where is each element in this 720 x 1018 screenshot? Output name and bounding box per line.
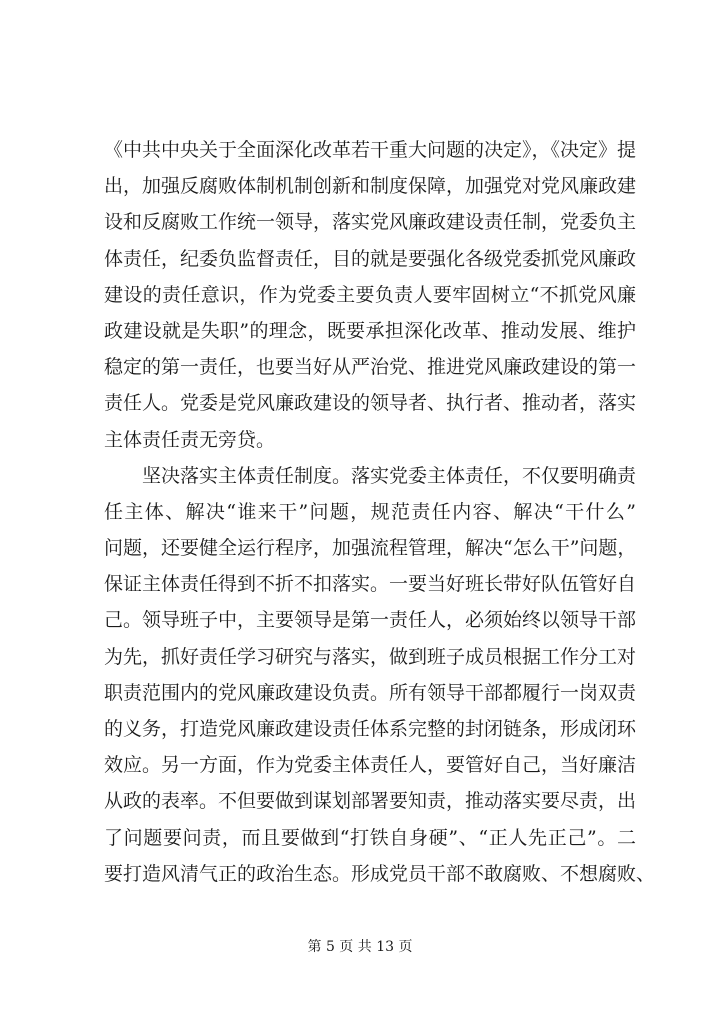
text-line: 问题，还要健全运行程序，加强流程管理，解决“怎么干”问题， bbox=[104, 537, 637, 560]
text-line: 任主体、解决“谁来干”问题，规范责任内容、解决“干什么” bbox=[104, 500, 636, 523]
text-line: 主体责任责无旁贷。 bbox=[104, 428, 276, 451]
text-line: 了问题要问责，而且要做到“打铁自身硬”、“正人先正己”。二 bbox=[104, 826, 636, 849]
document-body bbox=[104, 132, 656, 892]
paragraph-1 bbox=[104, 132, 636, 458]
page-number-footer: 第 5 页 共 13 页 bbox=[307, 939, 413, 955]
text-line: 从政的表率。不但要做到谋划部署要知责，推动落实要尽责，出 bbox=[104, 790, 637, 813]
text-line: 出，加强反腐败体制机制创新和制度保障，加强党对党风廉政建 bbox=[104, 175, 637, 198]
text-line: 保证主体责任得到不折不扣落实。一要当好班长带好队伍管好自 bbox=[104, 573, 637, 596]
text-line: 要打造风清气正的政治生态。形成党员干部不敢腐败、不想腐败、 bbox=[104, 862, 656, 885]
text-line: 己。领导班子中，主要领导是第一责任人，必须始终以领导干部 bbox=[104, 609, 637, 632]
paragraph-2 bbox=[104, 458, 656, 892]
text-line: 为先，抓好责任学习研究与落实，做到班子成员根据工作分工对 bbox=[104, 645, 637, 668]
text-line: 体责任，纪委负监督责任，目的就是要强化各级党委抓党风廉政 bbox=[104, 247, 637, 270]
text-line: 的义务，打造党风廉政建设责任体系完整的封闭链条，形成闭环 bbox=[104, 718, 637, 740]
text-line: 《中共中央关于全面深化改革若干重大问题的决定》，《决定》提 bbox=[104, 139, 637, 161]
text-line: 效应。另一方面，作为党委主体责任人，要管好自己，当好廉洁 bbox=[104, 754, 637, 777]
text-line: 职责范围内的党风廉政建设负责。所有领导干部都履行一岗双责 bbox=[104, 681, 637, 704]
text-line: 设和反腐败工作统一领导，落实党风廉政建设责任制，党委负主 bbox=[104, 211, 637, 234]
text-line: 政建设就是失职”的理念，既要承担深化改革、推动发展、维护 bbox=[104, 319, 636, 342]
text-line: 责任人。党委是党风廉政建设的领导者、执行者、推动者，落实 bbox=[104, 392, 637, 415]
text-line: 坚决落实主体责任制度。落实党委主体责任，不仅要明确责 bbox=[104, 464, 637, 487]
text-line: 建设的责任意识，作为党委主要负责人要牢固树立“不抓党风廉 bbox=[104, 283, 636, 306]
text-line: 稳定的第一责任，也要当好从严治党、推进党风廉政建设的第一 bbox=[104, 356, 637, 379]
